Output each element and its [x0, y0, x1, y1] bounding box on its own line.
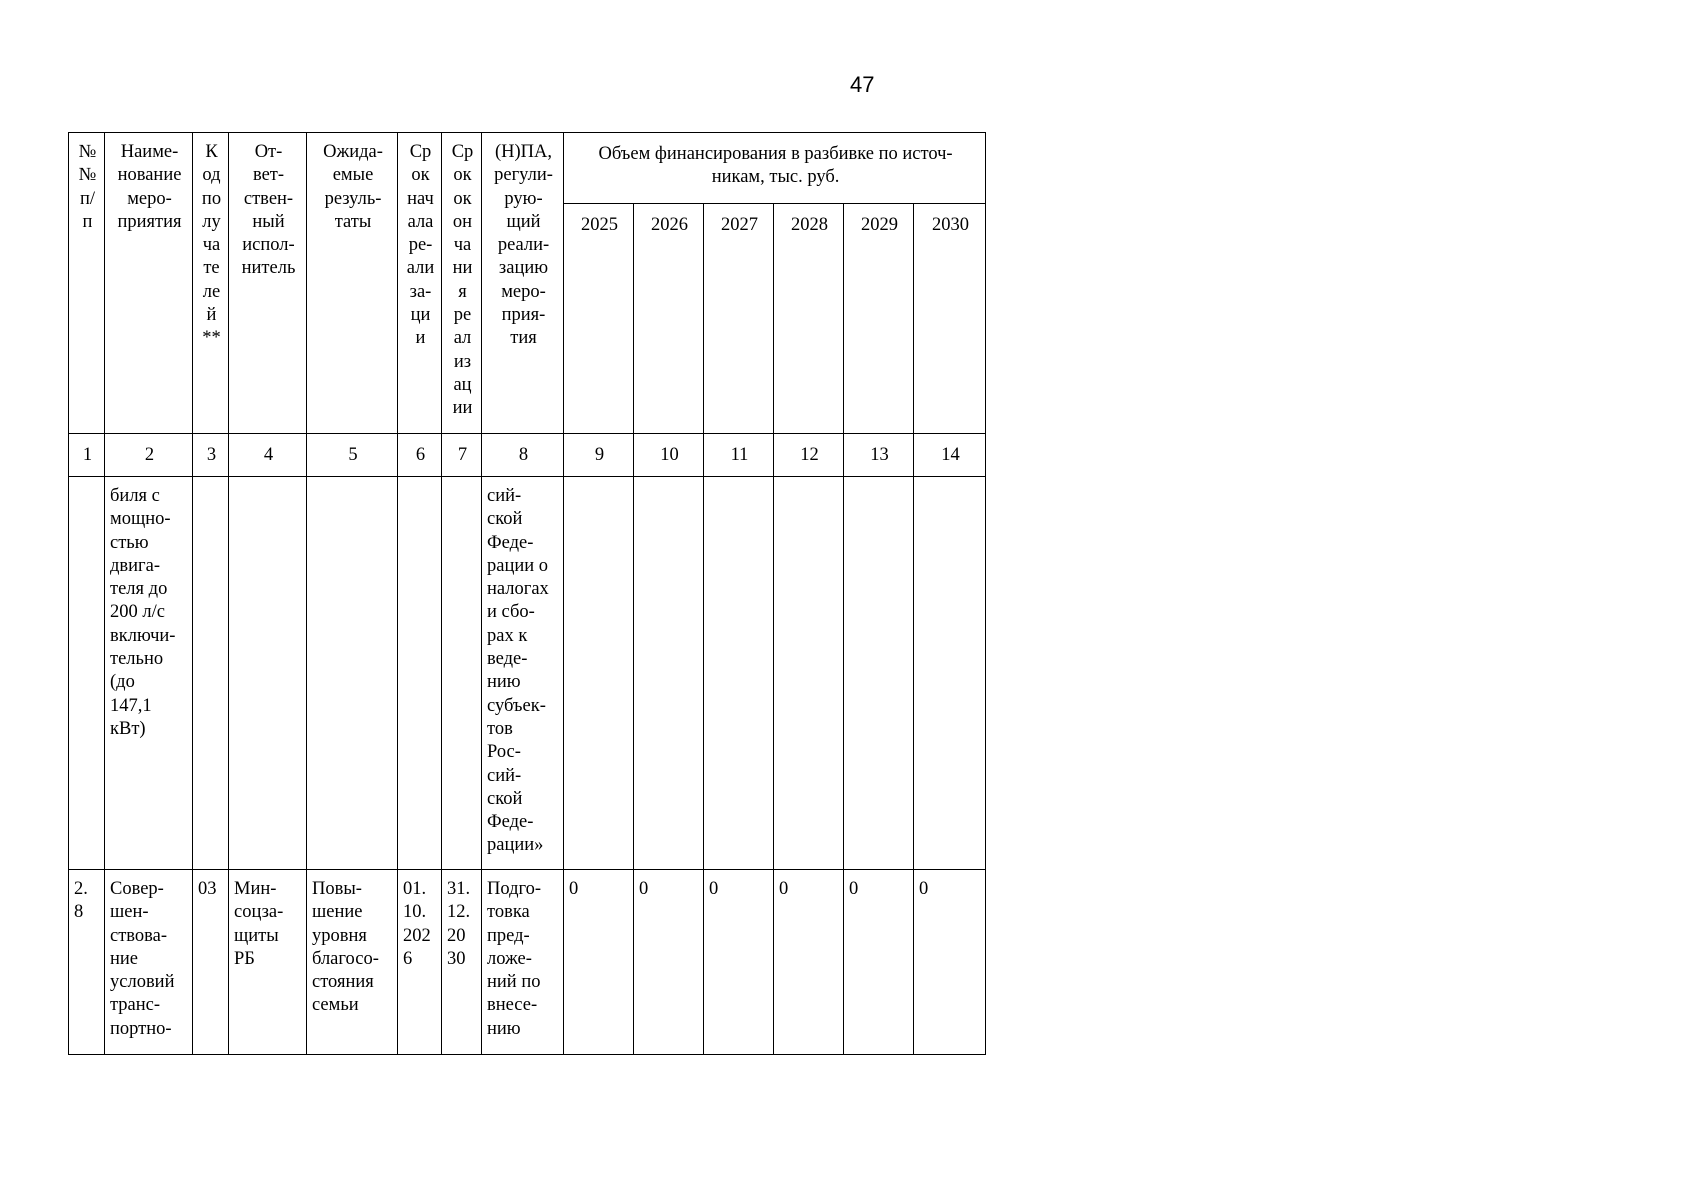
header-year: 2030	[914, 204, 986, 434]
cell-financing-value: 0	[844, 870, 914, 1055]
cell-empty	[914, 477, 986, 870]
cell-recipient-code: 03	[193, 870, 229, 1055]
header-year: 2028	[774, 204, 844, 434]
cell-event-name: биля с мощно- стью двига- теля до 200 л/с включи- тельно (до 147,1 кВт)	[105, 477, 193, 870]
cell-financing-value: 0	[704, 870, 774, 1055]
header-end-date: Ср ок ок он ча ни я ре ал из ац ии	[442, 133, 482, 434]
cell-empty	[229, 477, 307, 870]
cell-end-date: 31. 12. 20 30	[442, 870, 482, 1055]
column-number: 14	[914, 434, 986, 477]
header-event-name: Наиме- нование меро- приятия	[105, 133, 193, 434]
column-number: 7	[442, 434, 482, 477]
table-row-continued	[69, 477, 986, 870]
column-number: 13	[844, 434, 914, 477]
column-number: 6	[398, 434, 442, 477]
cell-expected-results: Повы- шение уровня благосо- стояния семьи	[307, 870, 398, 1055]
column-numbers-row	[69, 434, 986, 477]
header-year: 2029	[844, 204, 914, 434]
cell-empty	[398, 477, 442, 870]
cell-number: 2. 8	[69, 870, 105, 1055]
cell-empty	[442, 477, 482, 870]
column-number: 10	[634, 434, 704, 477]
header-year: 2025	[564, 204, 634, 434]
cell-empty	[844, 477, 914, 870]
cell-empty	[774, 477, 844, 870]
cell-empty	[704, 477, 774, 870]
header-npa: (Н)ПА, регули- рую- щий реали- зацию меро- прия- тия	[482, 133, 564, 434]
cell-financing-value: 0	[914, 870, 986, 1055]
cell-empty	[193, 477, 229, 870]
header-year: 2027	[704, 204, 774, 434]
column-number: 11	[704, 434, 774, 477]
cell-empty	[69, 477, 105, 870]
header-row	[69, 133, 986, 204]
cell-empty	[307, 477, 398, 870]
column-number: 4	[229, 434, 307, 477]
header-recipient-code: К од по лу ча те ле й **	[193, 133, 229, 434]
column-number: 3	[193, 434, 229, 477]
table-row	[69, 870, 986, 1055]
column-number: 1	[69, 434, 105, 477]
cell-npa: сий- ской Феде- рации о налогах и сбо- рах к веде- нию субъек- тов Рос- сий- ской Феде- рации»	[482, 477, 564, 870]
header-executor: От- вет- ствен- ный испол- нитель	[229, 133, 307, 434]
financing-table	[68, 132, 986, 1055]
cell-empty	[564, 477, 634, 870]
column-number: 2	[105, 434, 193, 477]
cell-event-name: Совер- шен- ствова- ние условий транс- портно-	[105, 870, 193, 1055]
cell-financing-value: 0	[564, 870, 634, 1055]
page-number: 47	[850, 72, 875, 97]
cell-empty	[634, 477, 704, 870]
cell-financing-value: 0	[634, 870, 704, 1055]
cell-npa: Подго- товка пред- ложе- ний по внесе- нию	[482, 870, 564, 1055]
column-number: 9	[564, 434, 634, 477]
column-number: 12	[774, 434, 844, 477]
header-financing-title: Объем финансирования в разбивке по источ- никам, тыс. руб.	[564, 133, 986, 204]
header-start-date: Ср ок нач ала ре- али за- ци и	[398, 133, 442, 434]
cell-start-date: 01. 10. 202 6	[398, 870, 442, 1055]
cell-executor: Мин- соцза- щиты РБ	[229, 870, 307, 1055]
cell-financing-value: 0	[774, 870, 844, 1055]
header-year: 2026	[634, 204, 704, 434]
header-expected-results: Ожида- емые резуль- таты	[307, 133, 398, 434]
header-number: № № п/ п	[69, 133, 105, 434]
column-number: 5	[307, 434, 398, 477]
column-number: 8	[482, 434, 564, 477]
